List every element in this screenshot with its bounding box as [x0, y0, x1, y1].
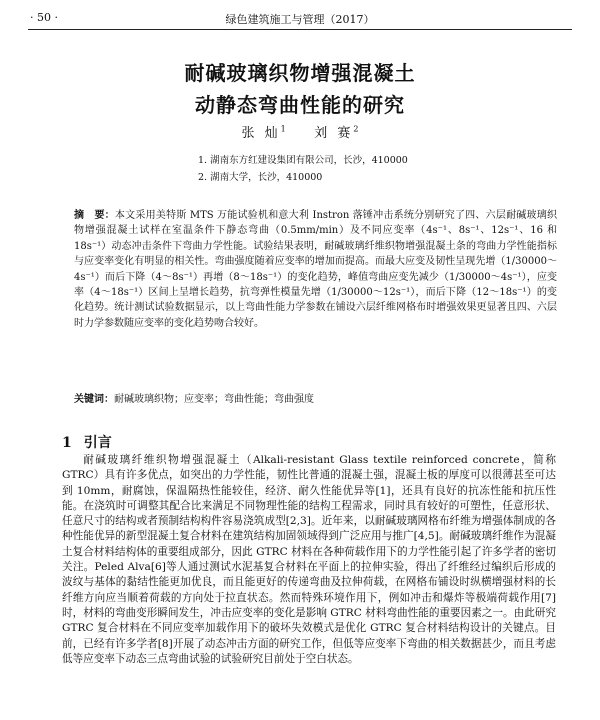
- page-number: · 50 ·: [30, 11, 58, 24]
- keywords: [74, 390, 557, 405]
- body-paragraph: 耐碱玻璃纤维织物增强混凝土（Alkali-resistant Glass textile reinforced concrete，简称GTRC）具有许多优点，如突出的力学性能，韧性比普通的混凝土强，混凝土板的厚度可以很薄甚至可达到 10mm，耐腐蚀，保温隔热性能较佳，经济、耐久性能优异等[1]，还具有良好的抗冻性能和抗压性能。在浇筑时可调整其配合比来满足不同物理性能的结构工程需求，同时具有较好的可塑性，任意形状、任意尺寸的结构或者预制结构构件容易浇筑成型[2,3]。近年来，以耐碱玻璃网格布纤维为增强体制成的各种性能优异的新型混凝土复合材料在建筑结构加固领域得到广泛应用与推广[4,5]。耐碱玻璃纤维作为混凝土复合材料结构体的重要组成部分，因此 GTRC 材料在各种荷载作用下的力学性能引起了许多学者的密切关注。Peled Alva[6]等人通过测试水泥基复合材料在平面上的拉伸实验，得出了纤维经过编织后形成的波纹与基体的黏结性能更加优良，而且能更好的传递弯曲及拉伸荷载，在网格布铺设时纵横增强材料的长纤维方向应当顺着荷载的方向处于拉直状态。然而特殊环境作用下，例如冲击和爆炸等极端荷载作用[7]时，材料的弯曲变形瞬间发生，冲击应变率的变化是影响 GTRC 材料弯曲性能的重要因素之一。由此研究 GTRC 复合材料在不同应变率加载作用下的破坏失效模式是优化 GTRC 复合材料结构设计的关键点。目前，已经有许多学者[8]开展了动态冲击方面的研究工作，但低等应变率下弯曲的相关数据甚少，而且考虑低等应变率下动态三点弯曲试验的试验研究目前处于空白状态。: [62, 454, 556, 665]
- paper-title-line2: 动静态弯曲性能的研究: [195, 93, 405, 117]
- author-1: 张 灿: [241, 126, 281, 141]
- affiliation-1: 1. 湖南东方红建设集团有限公司，长沙，410000: [198, 155, 408, 166]
- journal-name: 绿色建筑施工与管理（2017）: [225, 13, 375, 26]
- authors: [0, 122, 600, 141]
- running-header: [28, 9, 572, 30]
- author-1-affil-mark: 1: [280, 124, 286, 134]
- keywords-text: 耐碱玻璃织物；应变率；弯曲性能；弯曲强度: [114, 394, 314, 405]
- author-2-affil-mark: 2: [353, 124, 359, 134]
- keywords-label: 关键词：: [74, 394, 114, 405]
- abstract-text: 本文采用美特斯 MTS 万能试验机和意大利 Instron 落锤冲击系统分别研究了四、六层耐碱玻璃织物增强混凝土试样在室温条件下静态弯曲（0.5mm/min）及不同应变率（4s⁻¹、8s⁻¹、12s⁻¹、16 和 18s⁻¹）动态冲击条件下弯曲力学性能。试验结果表明，耐碱玻璃纤维织物增强混凝土条的弯曲力学性能指标与应变率变化有明显的相关性。弯曲强度随着应变率的增加而提高。而最大应变及韧性呈现先增（1/30000～4s⁻¹）而后下降（4～8s⁻¹）再增（8～18s⁻¹）的变化趋势，峰值弯曲应变先减少（1/30000～4s⁻¹），应变率（4～18s⁻¹）区间上呈增长趋势，抗弯弹性模量先增（1/30000～12s⁻¹），而后下降（12～18s⁻¹）的变化趋势。统计测试试验数据显示，以上弯曲性能力学参数在铺设六层纤维网格布时增强效果更显著且四、六层时力学参数随应变率的变化趋势吻合较好。: [74, 210, 557, 329]
- paper-title-line1: 耐碱玻璃织物增强混凝土: [184, 61, 416, 85]
- section-heading: [62, 432, 112, 452]
- abstract-label: 摘 要：: [74, 210, 115, 221]
- author-2: 刘 赛: [314, 126, 354, 141]
- section-number: 1: [62, 435, 72, 451]
- abstract: [74, 208, 557, 331]
- affiliation-2: 2. 湖南大学，长沙，410000: [198, 172, 323, 183]
- section-title: 引言: [83, 435, 112, 451]
